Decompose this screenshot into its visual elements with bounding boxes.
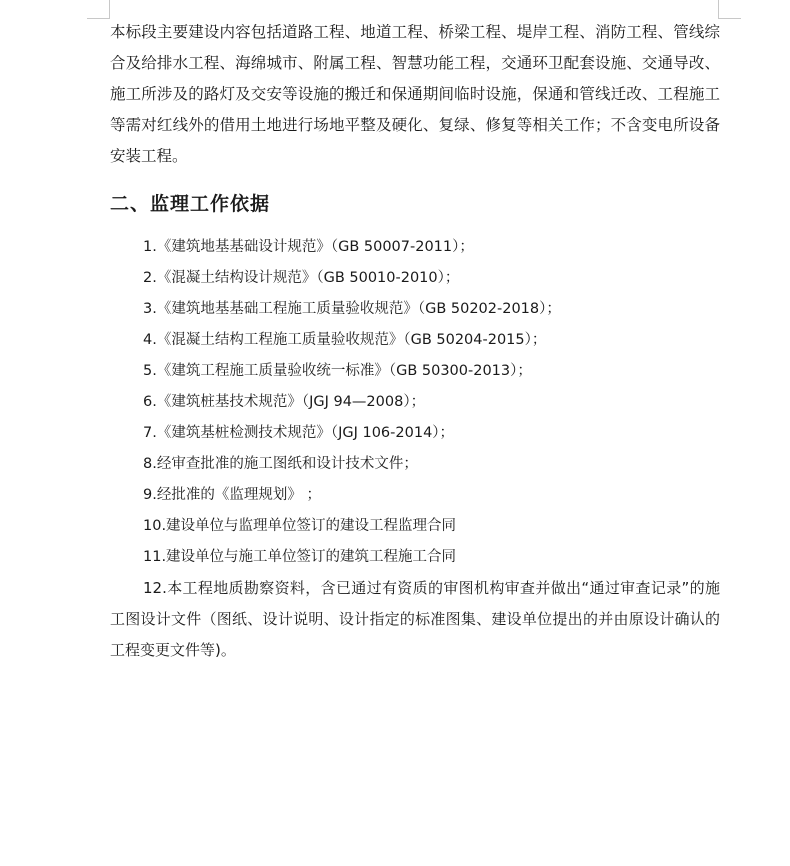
basis-item-7: 7.《建筑基桩检测技术规范》（JGJ 106-2014）；	[143, 425, 455, 441]
margin-corner-mark-left	[87, 0, 110, 19]
basis-item-2: 2.《混凝土结构设计规范》（GB 50010-2010）；	[143, 270, 460, 286]
document-body	[110, 17, 720, 666]
basis-item-12: 12.本工程地质勘察资料，含已通过有资质的审图机构审查并做出“通过审查记录”的施工图设计文件（图纸、设计说明、设计指定的标准图集、建设单位提出的并由原设计确认的工程变更文件等)。	[110, 579, 720, 659]
section-heading: 二、监理工作依据	[110, 193, 271, 215]
basis-item-4: 4.《混凝土结构工程施工质量验收规范》（GB 50204-2015）；	[143, 332, 547, 348]
basis-item-6: 6.《建筑桩基技术规范》（JGJ 94—2008）；	[143, 394, 426, 410]
basis-item-3: 3.《建筑地基基础工程施工质量验收规范》（GB 50202-2018）；	[143, 301, 561, 317]
intro-paragraph: 本标段主要建设内容包括道路工程、地道工程、桥梁工程、堤岸工程、消防工程、管线综合及给排水工程、海绵城市、附属工程、智慧功能工程，交通环卫配套设施、交通导改、施工所涉及的路灯及交安等设施的搬迁和保通期间临时设施，保通和管线迁改、工程施工等需对红线外的借用土地进行场地平整及硬化、复绿、修复等相关工作；不含变电所设备安装工程。	[110, 23, 720, 165]
basis-item-8: 8.经审查批准的施工图纸和设计技术文件；	[143, 456, 418, 472]
basis-item-1: 1.《建筑地基基础设计规范》（GB 50007-2011）；	[143, 239, 474, 255]
basis-item-5: 5.《建筑工程施工质量验收统一标准》（GB 50300-2013）；	[143, 363, 532, 379]
basis-item-10: 10.建设单位与监理单位签订的建设工程监理合同	[143, 518, 457, 534]
basis-list	[110, 232, 720, 666]
basis-item-11: 11.建设单位与施工单位签订的建筑工程施工合同	[143, 549, 457, 565]
margin-corner-mark-right	[718, 0, 741, 19]
basis-item-9: 9.经批准的《监理规划》 ；	[143, 487, 321, 503]
